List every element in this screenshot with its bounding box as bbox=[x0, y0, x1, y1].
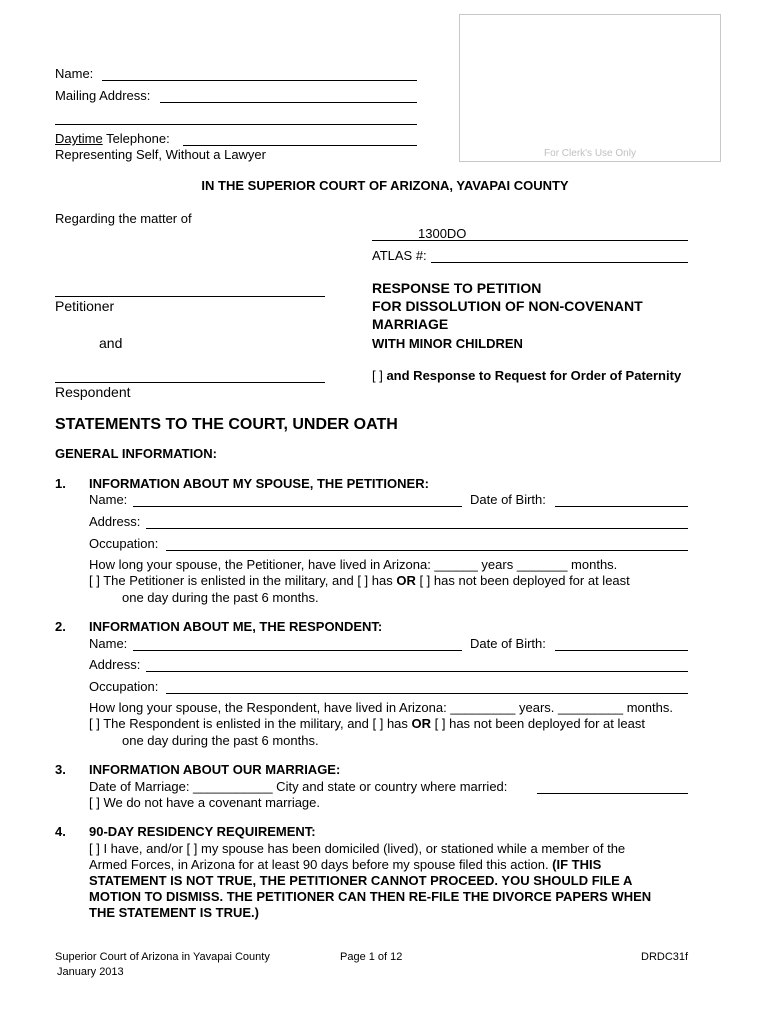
footer-date: January 2013 bbox=[57, 966, 124, 978]
atlas-field[interactable] bbox=[431, 262, 688, 263]
section-1-number: 1. bbox=[55, 476, 66, 491]
s2-name-field[interactable] bbox=[133, 650, 462, 651]
footer-page-number: Page 1 of 12 bbox=[340, 951, 403, 963]
petitioner-label: Petitioner bbox=[55, 298, 115, 314]
s2-address-field[interactable] bbox=[146, 671, 688, 672]
s1-occupation-label: Occupation: bbox=[89, 536, 159, 551]
clerk-use-label: For Clerk's Use Only bbox=[544, 148, 636, 159]
paternity-option[interactable]: [ ] and Response to Request for Order of Paternity bbox=[372, 368, 682, 383]
respondent-label: Respondent bbox=[55, 384, 131, 400]
s1-address-field[interactable] bbox=[146, 528, 688, 529]
doc-title-line-1: RESPONSE TO PETITION bbox=[372, 280, 542, 296]
s2-military-option[interactable]: [ ] The Respondent is enlisted in the military, and [ ] has OR [ ] has not been deployed for at least bbox=[89, 716, 645, 731]
case-number: 1300DO bbox=[418, 226, 467, 241]
s2-address-label: Address: bbox=[89, 657, 141, 672]
section-3-title: INFORMATION ABOUT OUR MARRIAGE: bbox=[89, 762, 341, 777]
s2-name-label: Name: bbox=[89, 636, 128, 651]
s1-military-continued: one day during the past 6 months. bbox=[122, 590, 319, 605]
respondent-field[interactable] bbox=[55, 382, 325, 383]
doc-title-line-3: MARRIAGE bbox=[372, 316, 449, 332]
s2-military-continued: one day during the past 6 months. bbox=[122, 733, 319, 748]
name-label: Name: bbox=[55, 66, 94, 81]
s1-name-field[interactable] bbox=[133, 506, 462, 507]
footer-form-code: DRDC31f bbox=[641, 951, 689, 963]
petitioner-field[interactable] bbox=[55, 296, 325, 297]
and-label: and bbox=[99, 335, 123, 351]
phone-label: Daytime Telephone: bbox=[55, 131, 170, 146]
clerk-use-box bbox=[459, 14, 721, 162]
mailing-address-field-2[interactable] bbox=[55, 124, 417, 125]
section-4-title: 90-DAY RESIDENCY REQUIREMENT: bbox=[89, 824, 316, 839]
s2-occupation-field[interactable] bbox=[166, 693, 688, 694]
atlas-label: ATLAS #: bbox=[372, 248, 427, 263]
s2-dob-label: Date of Birth: bbox=[470, 636, 546, 651]
s4-residency-line-1[interactable]: [ ] I have, and/or [ ] my spouse has been domiciled (lived), or stationed while a member of the bbox=[89, 841, 626, 856]
mailing-address-field[interactable] bbox=[160, 102, 417, 103]
s2-occupation-label: Occupation: bbox=[89, 679, 159, 694]
section-2-number: 2. bbox=[55, 619, 66, 634]
s4-residency-line-5: THE STATEMENT IS TRUE.) bbox=[89, 905, 259, 920]
paternity-checkbox[interactable]: [ ] bbox=[372, 368, 383, 383]
mailing-address-label: Mailing Address: bbox=[55, 88, 151, 103]
section-1-title: INFORMATION ABOUT MY SPOUSE, THE PETITIONER: bbox=[89, 476, 429, 491]
footer-court: Superior Court of Arizona in Yavapai County bbox=[55, 951, 270, 963]
s1-military-option[interactable]: [ ] The Petitioner is enlisted in the military, and [ ] has OR [ ] has not been deployed for at least bbox=[89, 573, 630, 588]
phone-field[interactable] bbox=[183, 145, 417, 146]
s1-dob-field[interactable] bbox=[555, 506, 688, 507]
s2-dob-field[interactable] bbox=[555, 650, 688, 651]
name-field[interactable] bbox=[102, 80, 417, 81]
statements-title: STATEMENTS TO THE COURT, UNDER OATH bbox=[55, 416, 398, 433]
s4-residency-line-4: MOTION TO DISMISS. THE PETITIONER CAN THEN RE-FILE THE DIVORCE PAPERS WHEN bbox=[89, 889, 652, 904]
s4-residency-line-3: STATEMENT IS NOT TRUE, THE PETITIONER CANNOT PROCEED. YOU SHOULD FILE A bbox=[89, 873, 633, 888]
s2-lived-in-arizona[interactable]: How long your spouse, the Respondent, have lived in Arizona: _________ years. _________ months. bbox=[89, 700, 673, 715]
s3-covenant-option[interactable]: [ ] We do not have a covenant marriage. bbox=[89, 795, 321, 810]
representing-text: Representing Self, Without a Lawyer bbox=[55, 147, 266, 162]
s1-name-label: Name: bbox=[89, 492, 128, 507]
s3-marriage-place-field[interactable] bbox=[537, 793, 688, 794]
section-2-title: INFORMATION ABOUT ME, THE RESPONDENT: bbox=[89, 619, 383, 634]
s3-marriage-date-place[interactable]: Date of Marriage: ___________ City and state or country where married: bbox=[89, 779, 508, 794]
court-title: IN THE SUPERIOR COURT OF ARIZONA, YAVAPAI COUNTY bbox=[201, 178, 569, 193]
s1-dob-label: Date of Birth: bbox=[470, 492, 546, 507]
s1-address-label: Address: bbox=[89, 514, 141, 529]
s1-occupation-field[interactable] bbox=[166, 550, 688, 551]
s1-lived-in-arizona[interactable]: How long your spouse, the Petitioner, have lived in Arizona: ______ years _______ months. bbox=[89, 557, 618, 572]
doc-title-line-2: FOR DISSOLUTION OF NON-COVENANT bbox=[372, 298, 643, 314]
general-info-heading: GENERAL INFORMATION: bbox=[55, 446, 218, 461]
section-3-number: 3. bbox=[55, 762, 66, 777]
section-4-number: 4. bbox=[55, 824, 66, 839]
regarding-text: Regarding the matter of bbox=[55, 211, 192, 226]
s4-residency-line-2: Armed Forces, in Arizona for at least 90 days before my spouse filed this action. (IF THIS bbox=[89, 857, 602, 872]
doc-title-line-4: WITH MINOR CHILDREN bbox=[372, 336, 523, 351]
